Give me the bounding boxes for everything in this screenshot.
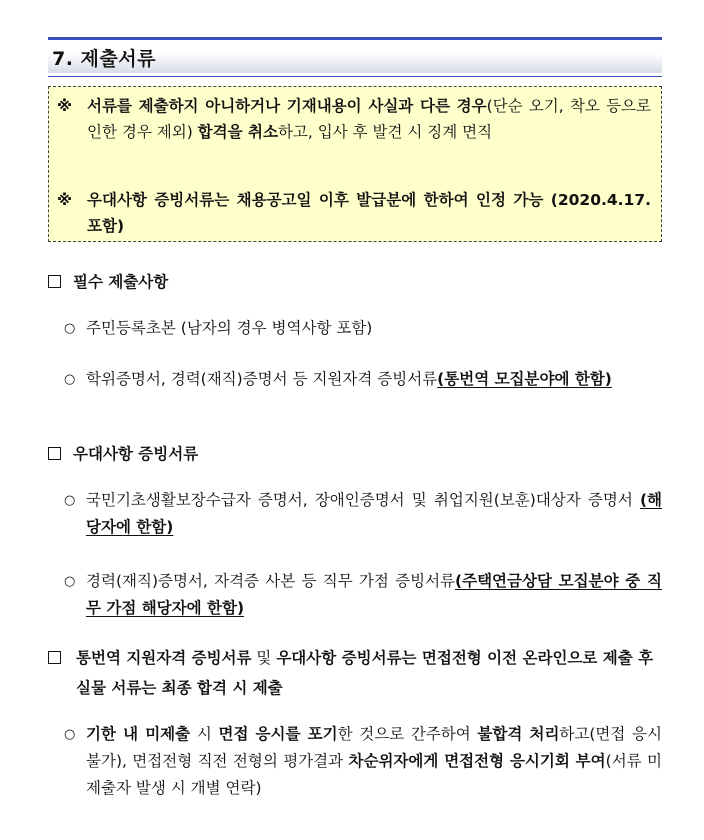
submission-heading-part-3: 우대사항 증빙서류는 면접전형 이전 온라인으로 제출 후 실물 서류는 최종 합격 시 제출 bbox=[76, 649, 654, 697]
submission-heading-part-1: 통번역 지원자격 증빙서류 bbox=[76, 649, 252, 667]
submission-item-text bbox=[86, 721, 662, 802]
submission-item-part-7: 차순위자에게 면접전형 응시기회 부여 bbox=[348, 752, 606, 770]
heading-submission bbox=[48, 643, 662, 703]
preference-item-2-text bbox=[86, 568, 662, 622]
notice-item-1 bbox=[57, 93, 651, 145]
submission-heading-part-2: 및 bbox=[251, 649, 277, 667]
reference-mark-icon: ※ bbox=[57, 191, 73, 209]
checkbox-square-icon bbox=[48, 275, 61, 288]
section-header bbox=[48, 37, 662, 73]
checkbox-square-icon bbox=[48, 447, 61, 460]
required-item-2-plain: 학위증명서, 경력(재직)증명서 등 지원자격 증빙서류 bbox=[86, 370, 438, 388]
notice-box bbox=[48, 86, 662, 242]
bullet-icon: ○ bbox=[64, 321, 76, 336]
heading-submission-text bbox=[76, 643, 662, 703]
submission-item-part-2: 시 bbox=[190, 725, 219, 743]
submission-item-part-4: 한 것으로 간주하여 bbox=[337, 725, 478, 743]
section-title: 7. 제출서류 bbox=[52, 48, 156, 70]
preference-item-2 bbox=[64, 568, 662, 622]
preference-item-1-text bbox=[86, 487, 662, 541]
notice-1-part-2: (단순 오기, 착오 등으로 인한 경우 제외) bbox=[87, 97, 652, 141]
notice-text-2: 우대사항 증빙서류는 채용공고일 이후 발급분에 한하여 인정 가능 (2020.4.17. 포함) bbox=[87, 191, 651, 235]
submission-item-part-6: 하고(면접 응시 불가), 면접전형 직전 전형의 평가결과 bbox=[86, 725, 662, 770]
preference-item-1-emph: (해당자에 한함) bbox=[86, 491, 662, 536]
preference-item-1-plain: 국민기초생활보장수급자 증명서, 장애인증명서 및 취업지원(보훈)대상자 증명서 bbox=[86, 491, 640, 509]
heading-preference bbox=[48, 439, 662, 470]
notice-1-part-1: 서류를 제출하지 아니하거나 기재내용이 사실과 다른 경우 bbox=[87, 97, 487, 115]
notice-text-1 bbox=[87, 93, 651, 145]
submission-item bbox=[64, 721, 662, 802]
reference-mark-icon: ※ bbox=[57, 97, 73, 115]
preference-item-1 bbox=[64, 487, 662, 541]
bullet-icon: ○ bbox=[64, 727, 76, 742]
submission-item-part-1: 기한 내 미제출 bbox=[86, 725, 191, 743]
notice-1-part-3: 합격을 취소 bbox=[197, 123, 278, 141]
bullet-icon: ○ bbox=[64, 372, 76, 387]
heading-required-label: 필수 제출사항 bbox=[73, 273, 169, 291]
heading-preference-label: 우대사항 증빙서류 bbox=[73, 445, 199, 463]
preference-item-2-plain: 경력(재직)증명서, 자격증 사본 등 직무 가점 증빙서류 bbox=[86, 572, 456, 590]
submission-item-part-8: (서류 미제출자 발생 시 개별 연락) bbox=[86, 752, 662, 797]
bullet-icon: ○ bbox=[64, 493, 76, 508]
required-item-2-emph: (통번역 모집분야에 한함) bbox=[437, 370, 612, 388]
required-item-1 bbox=[64, 315, 662, 342]
bullet-icon: ○ bbox=[64, 574, 76, 589]
heading-required bbox=[48, 267, 662, 298]
submission-item-part-3: 면접 응시를 포기 bbox=[218, 725, 338, 743]
submission-item-part-5: 불합격 처리 bbox=[477, 725, 560, 743]
checkbox-square-icon bbox=[48, 651, 61, 664]
required-item-2 bbox=[64, 366, 662, 393]
required-item-1-text: 주민등록초본 (남자의 경우 병역사항 포함) bbox=[86, 319, 373, 337]
required-item-2-text bbox=[86, 366, 662, 393]
notice-item-2 bbox=[57, 187, 651, 239]
preference-item-2-emph: (주택연금상담 모집분야 중 직무 가점 해당자에 한함) bbox=[86, 572, 662, 617]
notice-1-part-4: 하고, 입사 후 발견 시 징계 면직 bbox=[277, 123, 493, 141]
